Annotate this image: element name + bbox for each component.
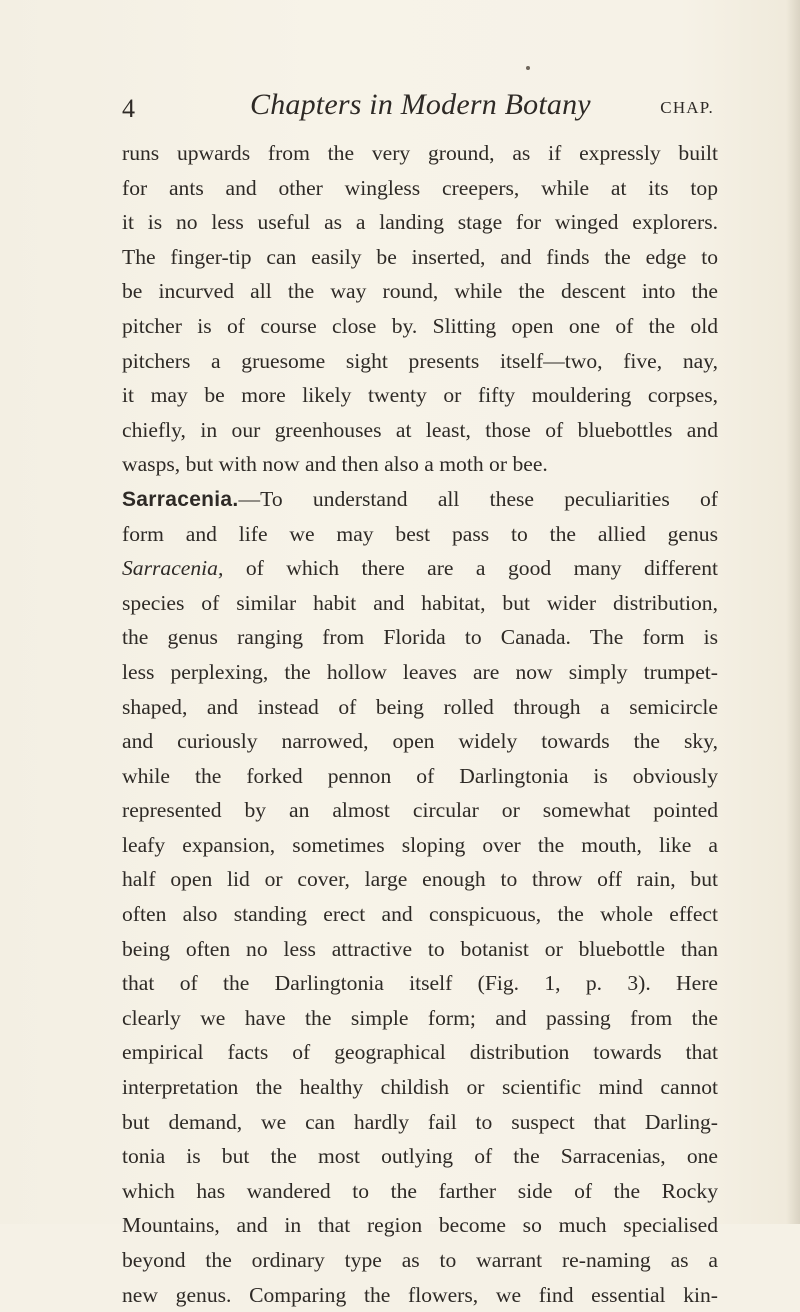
text-line: less perplexing, the hollow leaves are now simply trumpet- xyxy=(122,659,718,684)
genus-name-italic: Sarracenia, xyxy=(122,556,224,581)
text-line: being often no less attractive to botanist or bluebottle than xyxy=(122,936,718,961)
text-line: represented by an almost circular or somewhat pointed xyxy=(122,798,718,823)
text-line: Mountains, and in that region become so much specialised xyxy=(122,1213,718,1238)
text-line-rest: of which there are a good many different xyxy=(223,556,718,581)
chapter-label: CHAP. xyxy=(660,98,714,117)
section-first-line xyxy=(122,482,718,517)
text-line: leafy expansion, sometimes sloping over the mouth, like a xyxy=(122,832,718,857)
text-line: form and life we may best pass to the allied genus xyxy=(122,521,718,546)
text-line: new genus. Comparing the flowers, we find essential kin- xyxy=(122,1282,718,1307)
text-line: often also standing erect and conspicuous, the whole effect xyxy=(122,902,718,927)
text-line: The finger-tip can easily be inserted, and finds the edge to xyxy=(122,244,718,269)
section-heading: Sarracenia. xyxy=(122,487,239,511)
text-line: interpretation the healthy childish or scientific mind cannot xyxy=(122,1075,718,1100)
text-line: while the forked pennon of Darlingtonia is obviously xyxy=(122,763,718,788)
text-line: shaped, and instead of being rolled through a semicircle xyxy=(122,694,718,719)
text-line: tonia is but the most outlying of the Sarracenias, one xyxy=(122,1144,718,1169)
text-line: runs upwards from the very ground, as if expressly built xyxy=(122,141,718,165)
text-line: half open lid or cover, large enough to throw off rain, but xyxy=(122,867,718,892)
text-line: beyond the ordinary type as to warrant re-naming as a xyxy=(122,1248,718,1272)
print-speck xyxy=(526,66,530,70)
page-edge-shadow xyxy=(786,0,800,1224)
text-line: wasps, but with now and then also a moth or bee. xyxy=(122,452,548,477)
text-line: but demand, we can hardly fail to suspect that Darling- xyxy=(122,1109,718,1134)
text-line: the genus ranging from Florida to Canada. The form is xyxy=(122,625,718,650)
text-line: be incurved all the way round, while the descent into the xyxy=(122,279,718,304)
text-line: that of the Darlingtonia itself (Fig. 1, p. 3). Here xyxy=(122,971,718,996)
text-line: species of similar habit and habitat, but wider distribution, xyxy=(122,590,718,615)
section-first-line-text: —To understand all these peculiarities of xyxy=(238,486,718,511)
text-line: clearly we have the simple form; and passing from the xyxy=(122,1005,718,1030)
body-text xyxy=(122,136,718,1312)
text-line-with-italic xyxy=(122,551,718,586)
text-line: it may be more likely twenty or fifty mouldering corpses, xyxy=(122,383,718,408)
text-line: pitchers a gruesome sight presents itself—two, five, nay, xyxy=(122,348,718,373)
text-line: empirical facts of geographical distribution towards that xyxy=(122,1040,718,1065)
text-line: pitcher is of course close by. Slitting open one of the old xyxy=(122,313,718,338)
running-title: Chapters in Modern Botany xyxy=(250,88,591,121)
page-header xyxy=(122,88,714,128)
text-line: chiefly, in our greenhouses at least, those of bluebottles and xyxy=(122,417,718,442)
text-line: it is no less useful as a landing stage for winged explorers. xyxy=(122,210,718,235)
text-line: which has wandered to the farther side of the Rocky xyxy=(122,1178,718,1203)
page-number: 4 xyxy=(122,94,135,123)
text-line: and curiously narrowed, open widely towards the sky, xyxy=(122,729,718,754)
text-line: for ants and other wingless creepers, while at its top xyxy=(122,175,718,200)
